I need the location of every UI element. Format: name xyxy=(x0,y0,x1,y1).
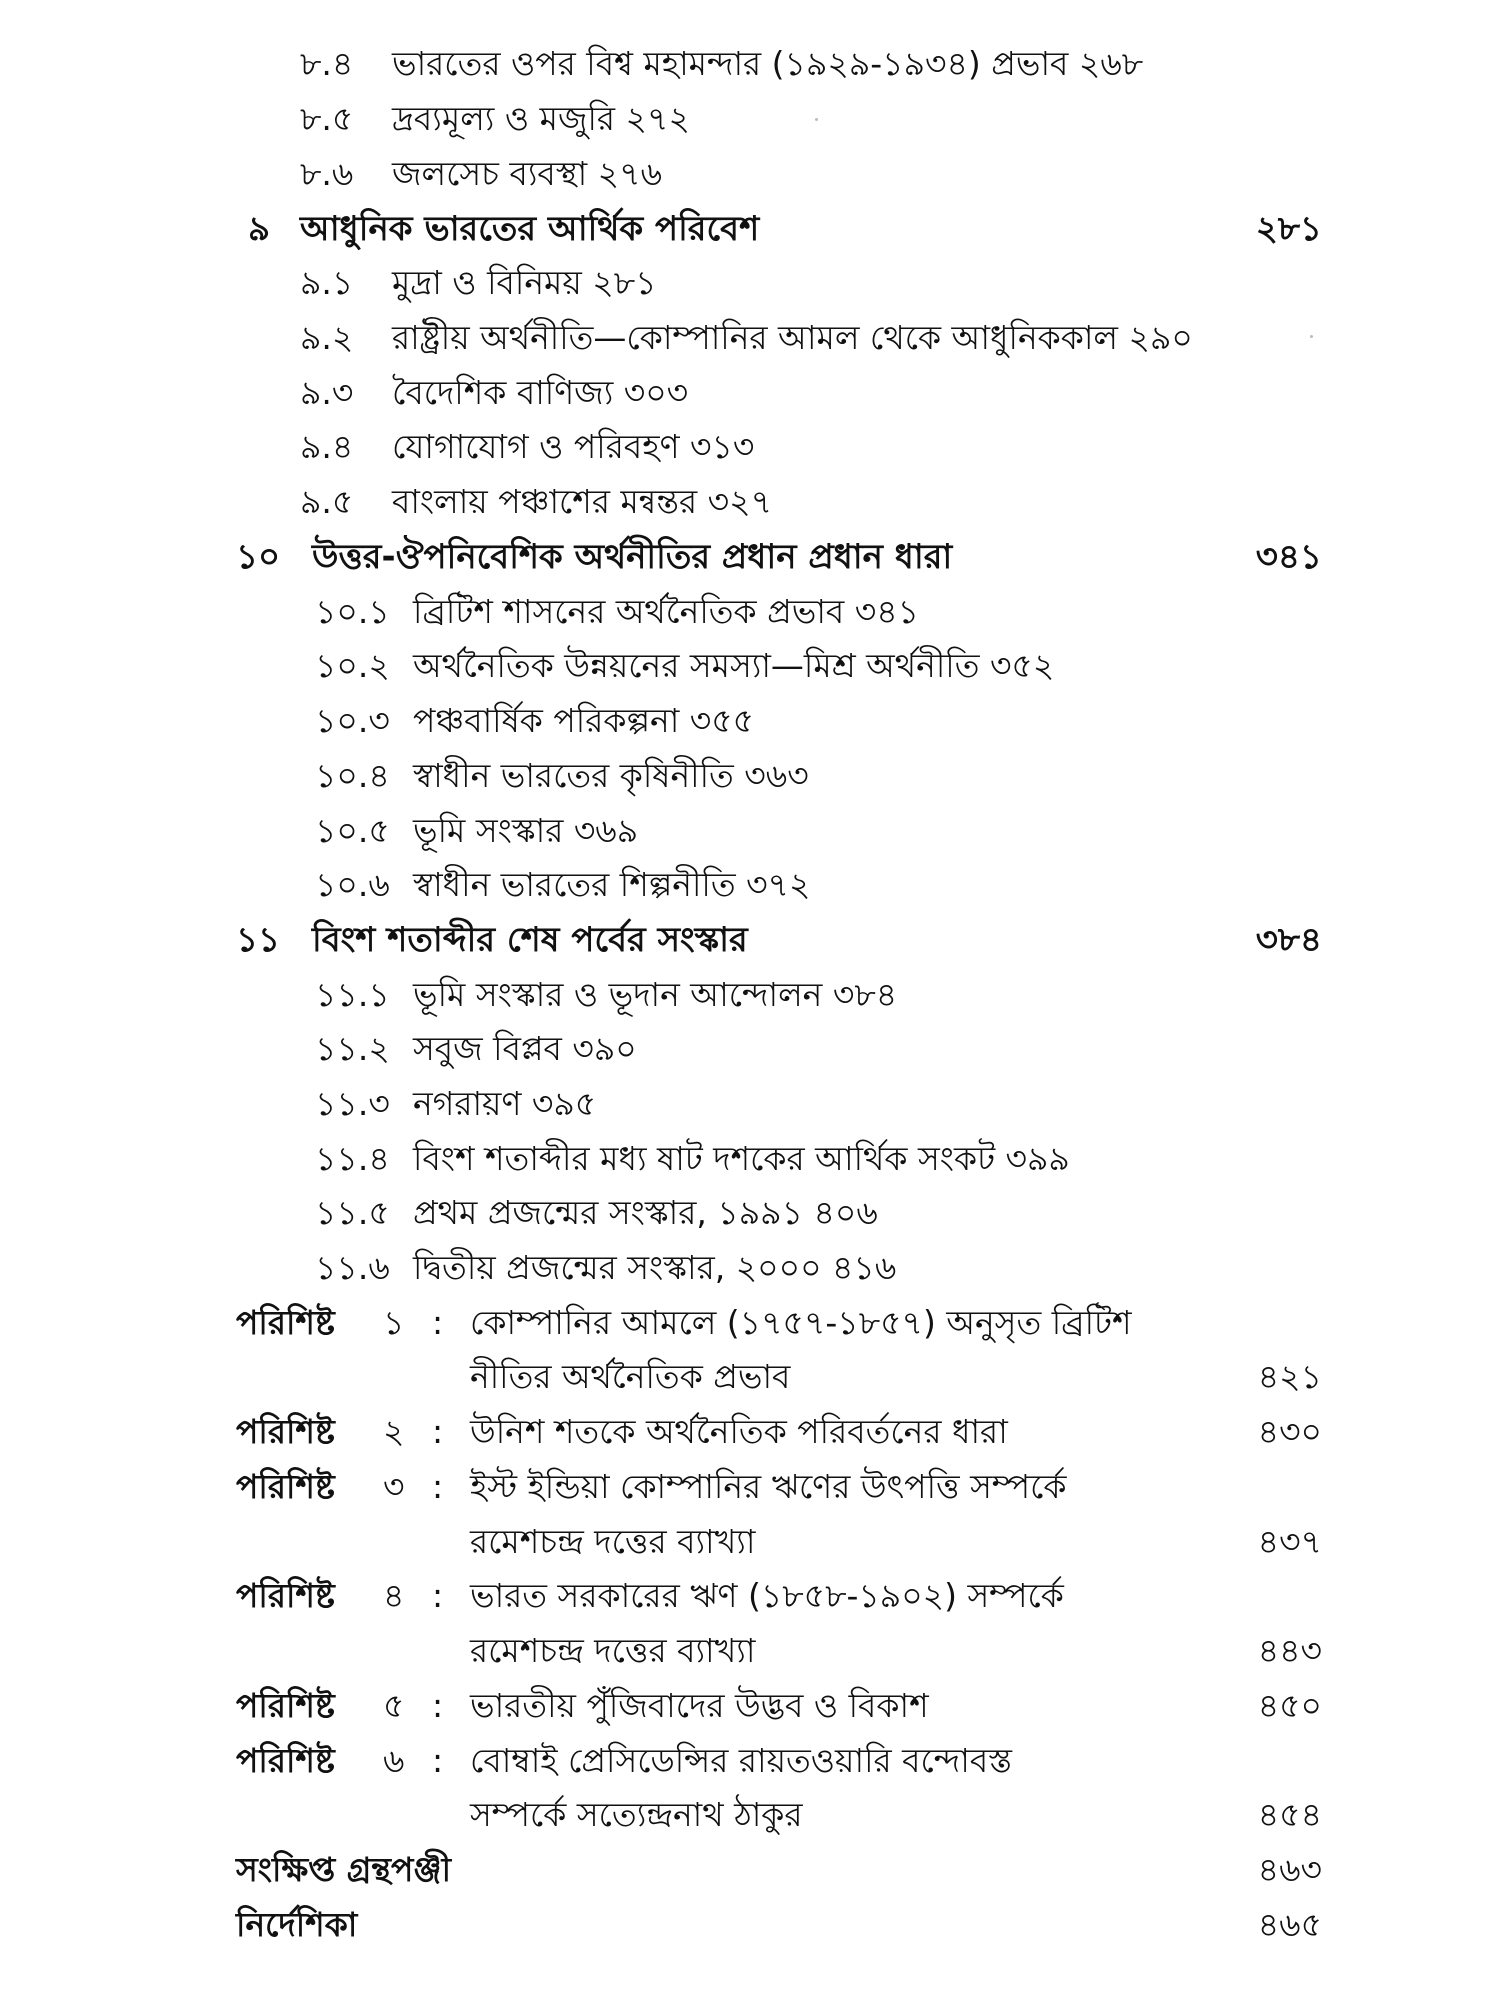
toc-section-8-4 xyxy=(0,36,1500,92)
toc-section-9-1 xyxy=(0,255,1500,311)
section-number: ৯.৩ xyxy=(300,373,354,412)
toc-chapter-11 xyxy=(0,912,1500,968)
toc-section-8-5 xyxy=(0,91,1500,147)
section-number: ১১.২ xyxy=(315,1029,390,1068)
section-number: ১০.৩ xyxy=(315,701,390,740)
appendix-title-line-1: উনিশ শতকে অর্থনৈতিক পরিবর্তনের ধারা xyxy=(470,1412,1008,1451)
index-label: নির্দেশিকা xyxy=(236,1905,358,1944)
section-number: ১০.৪ xyxy=(315,756,390,795)
section-number: ১১.৬ xyxy=(315,1248,390,1287)
appendix-number: ৪ xyxy=(383,1576,405,1615)
section-title: ব্রিটিশ শাসনের অর্থনৈতিক প্রভাব ৩৪১ xyxy=(413,592,920,631)
bibliography-page: ৪৬৩ xyxy=(1257,1850,1322,1889)
section-title: দ্বিতীয় প্রজন্মের সংস্কার, ২০০০ ৪১৬ xyxy=(413,1248,897,1287)
index-page: ৪৬৫ xyxy=(1257,1905,1322,1944)
toc-appendix-3-continued xyxy=(0,1514,1500,1570)
toc-appendix-4 xyxy=(0,1568,1500,1624)
section-number: ১০.৬ xyxy=(315,865,390,904)
section-title: ভূমি সংস্কার ৩৬৯ xyxy=(413,811,639,850)
section-title: অর্থনৈতিক উন্নয়নের সমস্যা—মিশ্র অর্থনীতি ৩৫২ xyxy=(413,646,1055,685)
appendix-title-line-1: ভারত সরকারের ঋণ (১৮৫৮-১৯০২) সম্পর্কে xyxy=(470,1576,1064,1615)
chapter-page: ৩৮৪ xyxy=(1255,920,1322,960)
appendix-page: ৪৫৪ xyxy=(1257,1795,1322,1834)
section-title: ভূমি সংস্কার ও ভূদান আন্দোলন ৩৮৪ xyxy=(413,975,898,1014)
section-number: ৮.৬ xyxy=(300,154,354,193)
section-number: ১১.৫ xyxy=(315,1193,390,1232)
toc-section-11-3 xyxy=(0,1076,1500,1132)
section-title: স্বাধীন ভারতের শিল্পনীতি ৩৭২ xyxy=(413,865,811,904)
section-title: দ্রব্যমূল্য ও মজুরি ২৭২ xyxy=(392,99,690,138)
appendix-colon: : xyxy=(432,1412,444,1451)
chapter-page: ২৮১ xyxy=(1255,209,1322,249)
toc-section-11-6 xyxy=(0,1240,1500,1296)
section-number: ১১.১ xyxy=(315,975,390,1014)
toc-section-10-1 xyxy=(0,584,1500,640)
section-title: জলসেচ ব্যবস্থা ২৭৬ xyxy=(392,154,663,193)
appendix-page: ৪২১ xyxy=(1257,1357,1322,1396)
section-title: ভারতের ওপর বিশ্ব মহামন্দার (১৯২৯-১৯৩৪) প্রভাব ২৬৮ xyxy=(392,44,1144,83)
section-number: ৯.১ xyxy=(300,263,354,302)
chapter-title: উত্তর-ঔপনিবেশিক অর্থনীতির প্রধান প্রধান ধারা xyxy=(312,537,953,577)
appendix-title-line-2: রমেশচন্দ্র দত্তের ব্যাখ্যা xyxy=(470,1522,756,1561)
appendix-page: ৪৫০ xyxy=(1257,1686,1322,1725)
appendix-title-line-1: কোম্পানির আমলে (১৭৫৭-১৮৫৭) অনুসৃত ব্রিটিশ xyxy=(470,1303,1132,1342)
appendix-title-line-2: রমেশচন্দ্র দত্তের ব্যাখ্যা xyxy=(470,1631,756,1670)
appendix-colon: : xyxy=(432,1303,444,1342)
appendix-label: পরিশিষ্ট xyxy=(236,1303,335,1342)
toc-section-11-2 xyxy=(0,1021,1500,1077)
section-title: মুদ্রা ও বিনিময় ২৮১ xyxy=(392,263,657,302)
section-title: পঞ্চবার্ষিক পরিকল্পনা ৩৫৫ xyxy=(413,701,755,740)
appendix-title-line-2: সম্পর্কে সত্যেন্দ্রনাথ ঠাকুর xyxy=(470,1795,803,1834)
toc-appendix-3 xyxy=(0,1459,1500,1515)
appendix-number: ২ xyxy=(383,1412,405,1451)
appendix-title-line-2: নীতির অর্থনৈতিক প্রভাব xyxy=(470,1357,791,1396)
section-title: রাষ্ট্রীয় অর্থনীতি—কোম্পানির আমল থেকে আধুনিককাল ২৯০ xyxy=(392,318,1193,357)
toc-section-8-6 xyxy=(0,146,1500,202)
section-title: নগরায়ণ ৩৯৫ xyxy=(413,1084,597,1123)
toc-bibliography xyxy=(0,1842,1500,1898)
toc-appendix-1 xyxy=(0,1295,1500,1351)
section-title: প্রথম প্রজন্মের সংস্কার, ১৯৯১ ৪০৬ xyxy=(413,1193,878,1232)
chapter-number: ১১ xyxy=(236,920,281,960)
appendix-page: ৪৪৩ xyxy=(1257,1631,1322,1670)
section-number: ৯.৫ xyxy=(300,482,354,521)
scan-speck xyxy=(815,118,818,121)
appendix-colon: : xyxy=(432,1686,444,1725)
chapter-number: ১০ xyxy=(236,537,281,577)
appendix-number: ৫ xyxy=(383,1686,405,1725)
section-title: বিংশ শতাব্দীর মধ্য ষাট দশকের আর্থিক সংকট ৩৯৯ xyxy=(413,1139,1070,1178)
section-number: ১১.৪ xyxy=(315,1139,390,1178)
section-number: ১০.১ xyxy=(315,592,390,631)
chapter-page: ৩৪১ xyxy=(1255,537,1322,577)
section-title: যোগাযোগ ও পরিবহণ ৩১৩ xyxy=(392,427,755,466)
appendix-title-line-1: বোম্বাই প্রেসিডেন্সির রায়তওয়ারি বন্দোবস্ত xyxy=(470,1741,1012,1780)
toc-appendix-2 xyxy=(0,1404,1500,1460)
toc-section-9-4 xyxy=(0,419,1500,475)
toc-appendix-1-continued xyxy=(0,1349,1500,1405)
section-number: ১১.৩ xyxy=(315,1084,390,1123)
toc-section-9-5 xyxy=(0,474,1500,530)
toc-appendix-6 xyxy=(0,1733,1500,1789)
appendix-page: ৪৩৭ xyxy=(1257,1522,1322,1561)
chapter-number: ৯ xyxy=(248,209,271,249)
chapter-title: বিংশ শতাব্দীর শেষ পর্বের সংস্কার xyxy=(312,920,748,960)
appendix-label: পরিশিষ্ট xyxy=(236,1686,335,1725)
toc-section-10-2 xyxy=(0,638,1500,694)
appendix-number: ১ xyxy=(383,1303,405,1342)
chapter-title: আধুনিক ভারতের আর্থিক পরিবেশ xyxy=(300,209,760,249)
section-title: বাংলায় পঞ্চাশের মন্বন্তর ৩২৭ xyxy=(392,482,773,521)
toc-section-10-6 xyxy=(0,857,1500,913)
toc-section-10-5 xyxy=(0,803,1500,859)
appendix-label: পরিশিষ্ট xyxy=(236,1741,335,1780)
toc-appendix-4-continued xyxy=(0,1623,1500,1679)
toc-appendix-5 xyxy=(0,1678,1500,1734)
section-number: ৮.৪ xyxy=(300,44,354,83)
appendix-colon: : xyxy=(432,1467,444,1506)
appendix-page: ৪৩০ xyxy=(1257,1412,1322,1451)
toc-section-11-1 xyxy=(0,967,1500,1023)
bibliography-label: সংক্ষিপ্ত গ্রন্থপঞ্জী xyxy=(236,1850,452,1889)
appendix-label: পরিশিষ্ট xyxy=(236,1576,335,1615)
appendix-colon: : xyxy=(432,1741,444,1780)
section-title: স্বাধীন ভারতের কৃষিনীতি ৩৬৩ xyxy=(413,756,809,795)
section-number: ১০.৫ xyxy=(315,811,390,850)
toc-appendix-6-continued xyxy=(0,1787,1500,1843)
toc-section-11-5 xyxy=(0,1185,1500,1241)
appendix-number: ৬ xyxy=(383,1741,405,1780)
section-title: সবুজ বিপ্লব ৩৯০ xyxy=(413,1029,637,1068)
toc-chapter-9 xyxy=(0,201,1500,257)
toc-section-10-3 xyxy=(0,693,1500,749)
section-number: ৮.৫ xyxy=(300,99,354,138)
toc-chapter-10 xyxy=(0,529,1500,585)
section-number: ১০.২ xyxy=(315,646,390,685)
appendix-label: পরিশিষ্ট xyxy=(236,1412,335,1451)
appendix-title-line-1: ইস্ট ইন্ডিয়া কোম্পানির ঋণের উৎপত্তি সম্পর্কে xyxy=(470,1467,1067,1506)
appendix-number: ৩ xyxy=(383,1467,405,1506)
toc-index xyxy=(0,1897,1500,1953)
toc-section-11-4 xyxy=(0,1131,1500,1187)
section-title: বৈদেশিক বাণিজ্য ৩০৩ xyxy=(392,373,689,412)
section-number: ৯.৪ xyxy=(300,427,354,466)
toc-section-10-4 xyxy=(0,748,1500,804)
toc-section-9-3 xyxy=(0,365,1500,421)
appendix-title-line-1: ভারতীয় পুঁজিবাদের উদ্ভব ও বিকাশ xyxy=(470,1686,929,1725)
appendix-label: পরিশিষ্ট xyxy=(236,1467,335,1506)
scan-speck xyxy=(1310,335,1313,338)
toc-section-9-2 xyxy=(0,310,1500,366)
section-number: ৯.২ xyxy=(300,318,354,357)
appendix-colon: : xyxy=(432,1576,444,1615)
